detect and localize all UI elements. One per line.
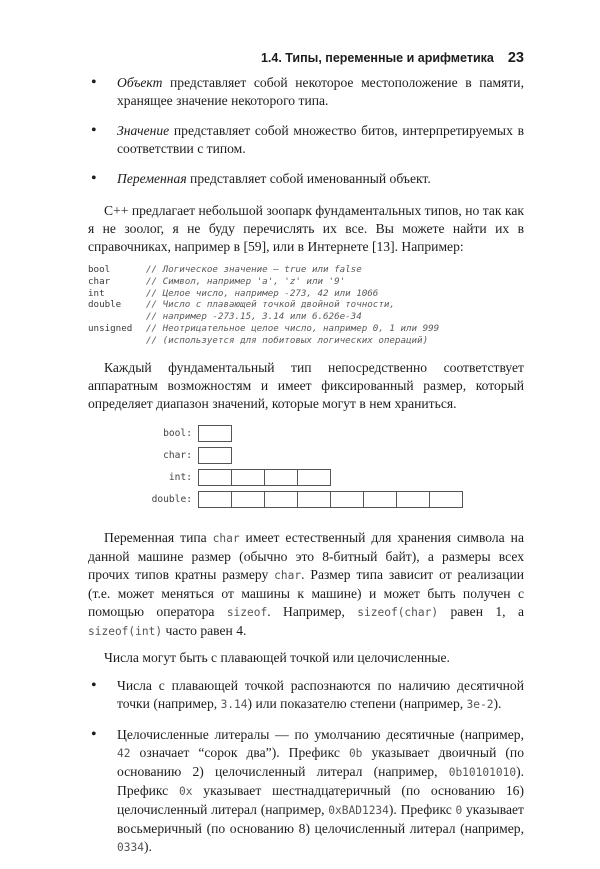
code-line: unsigned // Неотрицательное целое число, например 0, 1 или 999 bbox=[88, 322, 440, 334]
chapter-title: 1.4. Типы, переменные и арифметика bbox=[260, 51, 494, 65]
bullet-object bbox=[88, 74, 524, 110]
byte-cell bbox=[198, 491, 232, 508]
code-line: double // Число с плавающей точкой двойной точности, bbox=[88, 299, 395, 311]
code-listing bbox=[88, 264, 524, 347]
byte-cell bbox=[264, 491, 298, 508]
paragraph-numbers: Числа могут быть с плавающей точкой или целочисленные. bbox=[104, 649, 450, 665]
inline-code: 0b10101010 bbox=[448, 765, 517, 779]
paragraph-types-intro: C++ предлагает небольшой зоопарк фундаментальных типов, но так как я не зоолог, я не буду перечислять их все. Вы можете найти их в справочниках, например в [59], или в Интернете [13]. Например: bbox=[88, 203, 524, 254]
code-line: char // Символ, например 'a', 'z' или '9' bbox=[88, 275, 346, 287]
inline-code: 0b bbox=[348, 746, 363, 760]
byte-cell bbox=[297, 491, 331, 508]
diagram-label: bool: bbox=[163, 427, 192, 439]
bullet-object-text: представляет собой некоторое местоположение в памяти, хранящее значение некоторого типа. bbox=[117, 75, 524, 108]
byte-cell bbox=[198, 469, 232, 486]
byte-cell bbox=[231, 491, 265, 508]
term-object: Объект bbox=[117, 75, 163, 90]
bullet-variable-text: представляет собой именованный объект. bbox=[186, 171, 431, 186]
byte-cell bbox=[231, 469, 265, 486]
code-line: // (используется для побитовых логических операций) bbox=[146, 334, 429, 346]
term-value: Значение bbox=[117, 123, 170, 138]
bullet-variable bbox=[88, 170, 524, 188]
bullet-integer-literals: • Целочисленные литералы — по умолчанию десятичные (например, 42 означает “сорок два”). Префикс 0b указывает двоичный (по основанию 2) целочисленный литерал (например, 0b10101010). Префикс 0x указывает шестнадцатеричный (по основанию 16) целочисленный литерал (например, 0xBAD1234). Префикс 0 указывает восьмеричный (по основанию 8) целочисленный литерал (например, 0334). bbox=[88, 726, 524, 857]
page-body bbox=[88, 74, 524, 869]
bullet-value-text: представляет собой множество битов, интерпретируемых в соответствии с типом. bbox=[117, 123, 524, 156]
byte-cell bbox=[198, 447, 232, 464]
inline-code: char bbox=[274, 568, 302, 582]
inline-code: sizeof bbox=[226, 605, 268, 619]
inline-code: 3e-2 bbox=[466, 697, 494, 711]
type-size-diagram bbox=[88, 423, 524, 513]
inline-code: 0x bbox=[179, 784, 193, 798]
code-line: bool // Логическое значение — true или false bbox=[88, 264, 362, 275]
page-number: 23 bbox=[507, 50, 524, 66]
term-variable: Переменная bbox=[117, 171, 187, 186]
inline-code: sizeof(char) bbox=[357, 605, 439, 619]
byte-cell bbox=[198, 425, 232, 442]
inline-code: char bbox=[212, 531, 240, 545]
byte-cell bbox=[264, 469, 298, 486]
inline-code: 0 bbox=[455, 803, 463, 817]
diagram-label: int: bbox=[168, 471, 192, 483]
inline-code: 0xBAD1234 bbox=[328, 803, 389, 817]
bullet-float-literals: • Числа с плавающей точкой распознаются по наличию десятичной точки (например, 3.14) или показателю степени (например, 3e-2). bbox=[88, 677, 524, 714]
byte-cell bbox=[330, 491, 364, 508]
code-line: int // Целое число, например -273, 42 или 1066 bbox=[88, 287, 379, 299]
running-header bbox=[0, 50, 524, 66]
bullet-value bbox=[88, 122, 524, 158]
inline-code: 3.14 bbox=[220, 697, 248, 711]
byte-cell bbox=[363, 491, 397, 508]
byte-cell bbox=[429, 491, 463, 508]
byte-cell bbox=[396, 491, 430, 508]
diagram-label: char: bbox=[163, 449, 192, 461]
paragraph-char-size: Переменная типа char имеет естественный для хранения символа на данной машине размер (обычно это 8-битный байт), а размеры всех прочих типов кратны размеру char. Размер типа зависит от реализации (т.е. может меняться от машины к машине) и может быть получен с помощью оператора sizeof. Например, sizeof(char) равен 1, а sizeof(int) часто равен 4. bbox=[88, 529, 525, 638]
byte-cell bbox=[297, 469, 331, 486]
inline-code: 0334 bbox=[117, 840, 144, 854]
code-line: // например -273.15, 3.14 или 6.626e-34 bbox=[146, 311, 362, 323]
inline-code: sizeof(int) bbox=[88, 624, 163, 638]
paragraph-fundamental-types: Каждый фундаментальный тип непосредственно соответствует аппаратным возможностям и имеет фиксированный размер, который определяет диапазон значений, которые могут в нем храниться. bbox=[88, 359, 524, 411]
inline-code: 42 bbox=[117, 746, 131, 760]
diagram-label: double: bbox=[151, 493, 192, 505]
